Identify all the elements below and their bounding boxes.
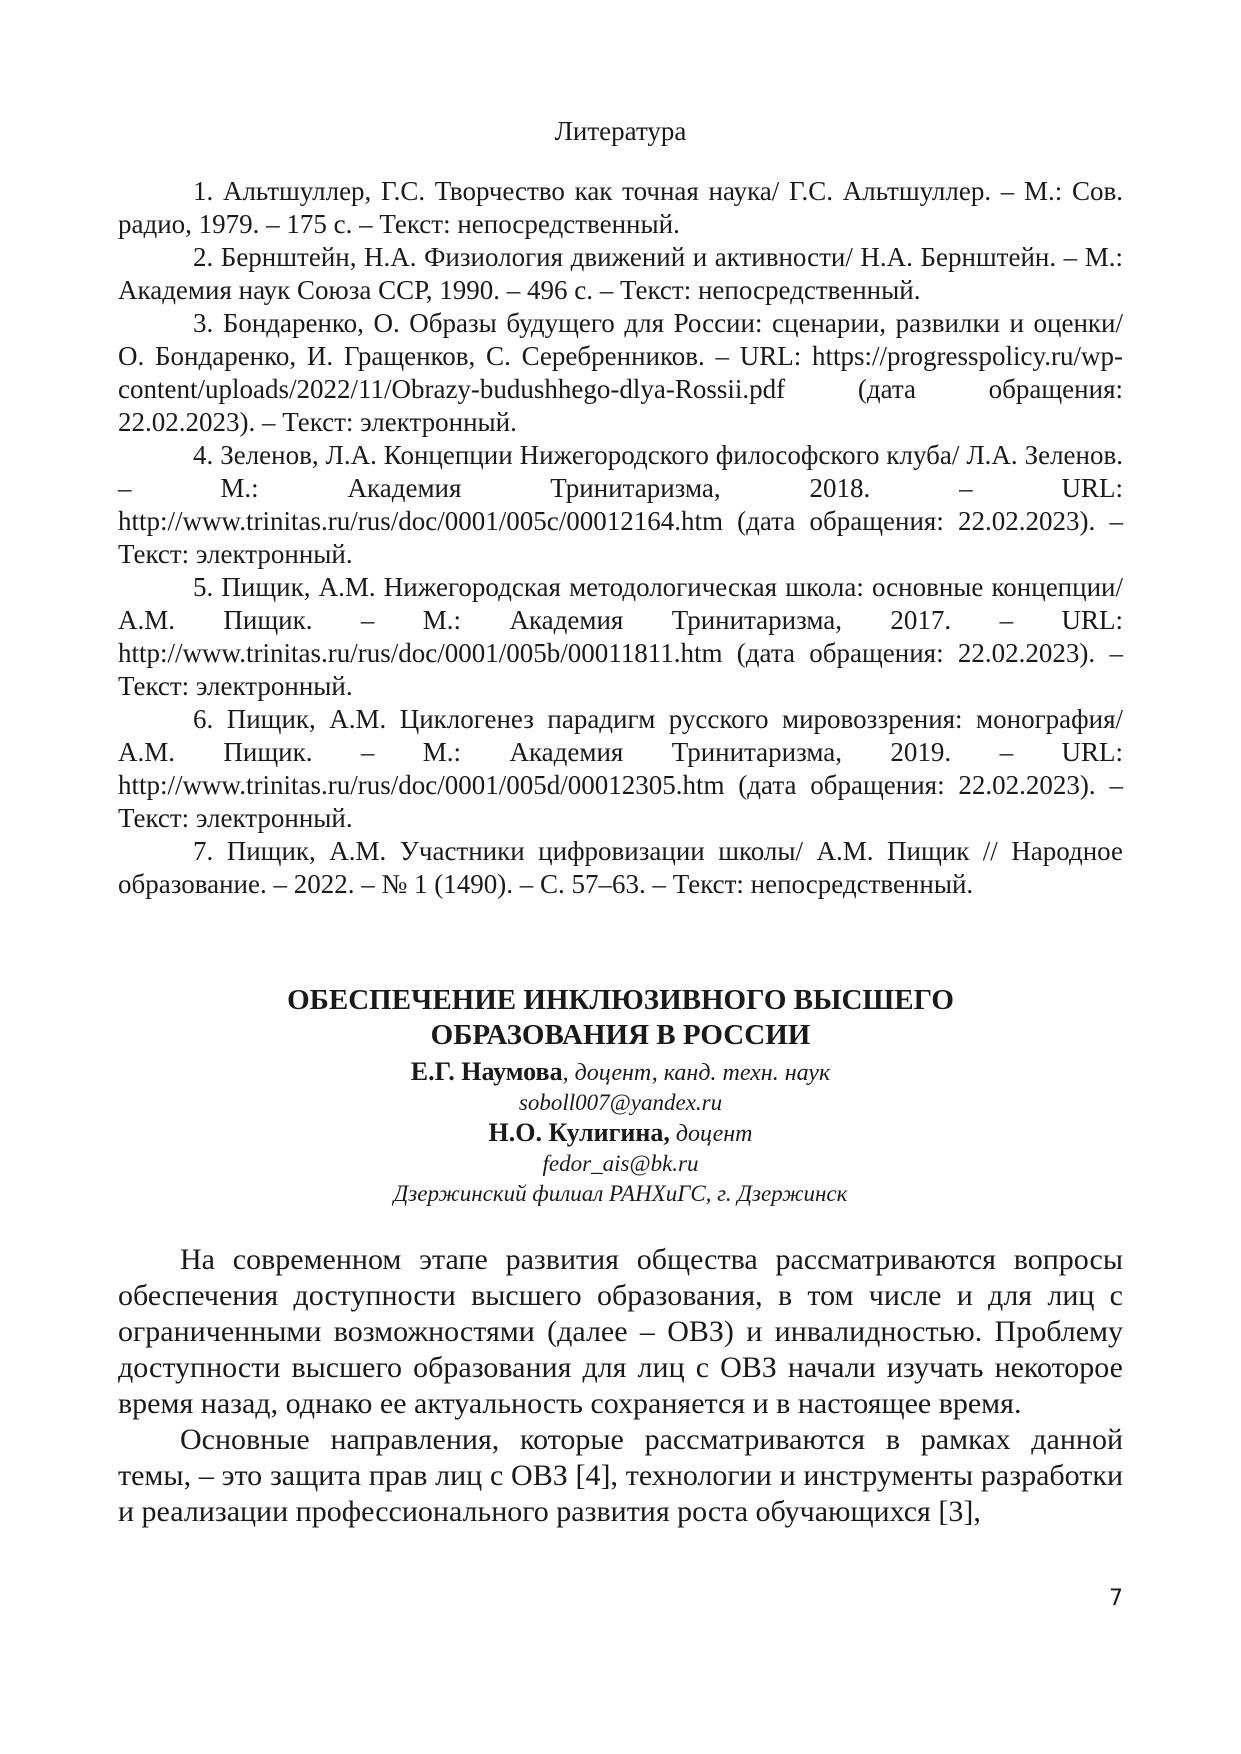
affiliation: Дзержинский филиал РАНХиГС, г. Дзержинск: [393, 1181, 848, 1206]
article-body: [118, 1242, 1123, 1530]
reference-item: 1. Альтшуллер, Г.С. Творчество как точная наука/ Г.С. Альтшуллер. – М.: Сов. радио, 1979. – 175 с. – Текст: непосредственный.: [118, 176, 1123, 239]
author-email: soboll007@yandex.ru: [518, 1090, 723, 1115]
page-content: [118, 115, 1123, 1530]
reference-item: 6. Пищик, А.М. Циклогенез парадигм русского мировоззрения: монография/ А.М. Пищик. – М.: Академия Тринитаризма, 2019. – URL: http://www.trinitas.ru/rus/doc/0001/005d/00012305.htm (дата обращения: 22.02.2023). – Текст: электронный.: [118, 704, 1123, 833]
authors-block: [118, 1057, 1123, 1209]
reference-item: 5. Пищик, А.М. Нижегородская методологическая школа: основные концепции/ А.М. Пищик. – М.: Академия Тринитаризма, 2017. – URL: http://www.trinitas.ru/rus/doc/0001/005b/00011811.htm (дата обращения: 22.02.2023). – Текст: электронный.: [118, 572, 1123, 701]
reference-list: [118, 175, 1123, 901]
article-title: [118, 983, 1123, 1053]
body-paragraph: На современном этапе развития общества рассматриваются вопросы обеспечения доступности высшего образования, в том числе и для лиц с ограниченными возможностями (далее – ОВЗ) и инвалидностью. Проблему доступности высшего образования для лиц с ОВЗ начали изучать некоторое время назад, однако ее актуальность сохраняется и в настоящее время.: [118, 1243, 1123, 1420]
author-line: [118, 1057, 1123, 1088]
author-name: Е.Г. Наумова: [410, 1057, 563, 1086]
author-line: [118, 1118, 1123, 1149]
reference-item: 2. Бернштейн, Н.А. Физиология движений и активности/ Н.А. Бернштейн. – М.: Академия наук Союза ССР, 1990. – 496 с. – Текст: непосредственный.: [118, 242, 1123, 305]
literature-heading: Литература: [554, 116, 687, 146]
page-number: 7: [1109, 1586, 1123, 1611]
author-name: Н.О. Кулигина,: [488, 1118, 670, 1147]
article-title-line: ОБЕСПЕЧЕНИЕ ИНКЛЮЗИВНОГО ВЫСШЕГО: [287, 984, 954, 1016]
reference-item: 4. Зеленов, Л.А. Концепции Нижегородского философского клуба/ Л.А. Зеленов. – М.: Академия Тринитаризма, 2018. – URL: http://www.trinitas.ru/rus/doc/0001/005c/00012164.htm (дата обращения: 22.02.2023). – Текст: электронный.: [118, 440, 1123, 569]
author-role: , доцент, канд. техн. наук: [562, 1060, 831, 1086]
article-title-line: ОБРАЗОВАНИЯ В РОССИИ: [430, 1019, 811, 1051]
author-email: fedor_ais@bk.ru: [542, 1151, 699, 1176]
reference-item: 3. Бондаренко, О. Образы будущего для России: сценарии, развилки и оценки/ О. Бондаренко, И. Гращенков, С. Серебренников. – URL: https://progresspolicy.ru/wp-content/uploads/2022/11/Obrazy-budushhego-dlya-Rossii.pdf (дата обращения: 22.02.2023). – Текст: электронный.: [118, 308, 1123, 437]
body-paragraph: Основные направления, которые рассматриваются в рамках данной темы, – это защита прав лиц с ОВЗ [4], технологии и инструменты разработки и реализации профессионального развития роста обучающихся [3],: [118, 1423, 1123, 1528]
reference-item: 7. Пищик, А.М. Участники цифровизации школы/ А.М. Пищик // Народное образование. – 2022. – № 1 (1490). – С. 57–63. – Текст: непосредственный.: [118, 836, 1123, 899]
author-role: доцент: [669, 1121, 753, 1147]
